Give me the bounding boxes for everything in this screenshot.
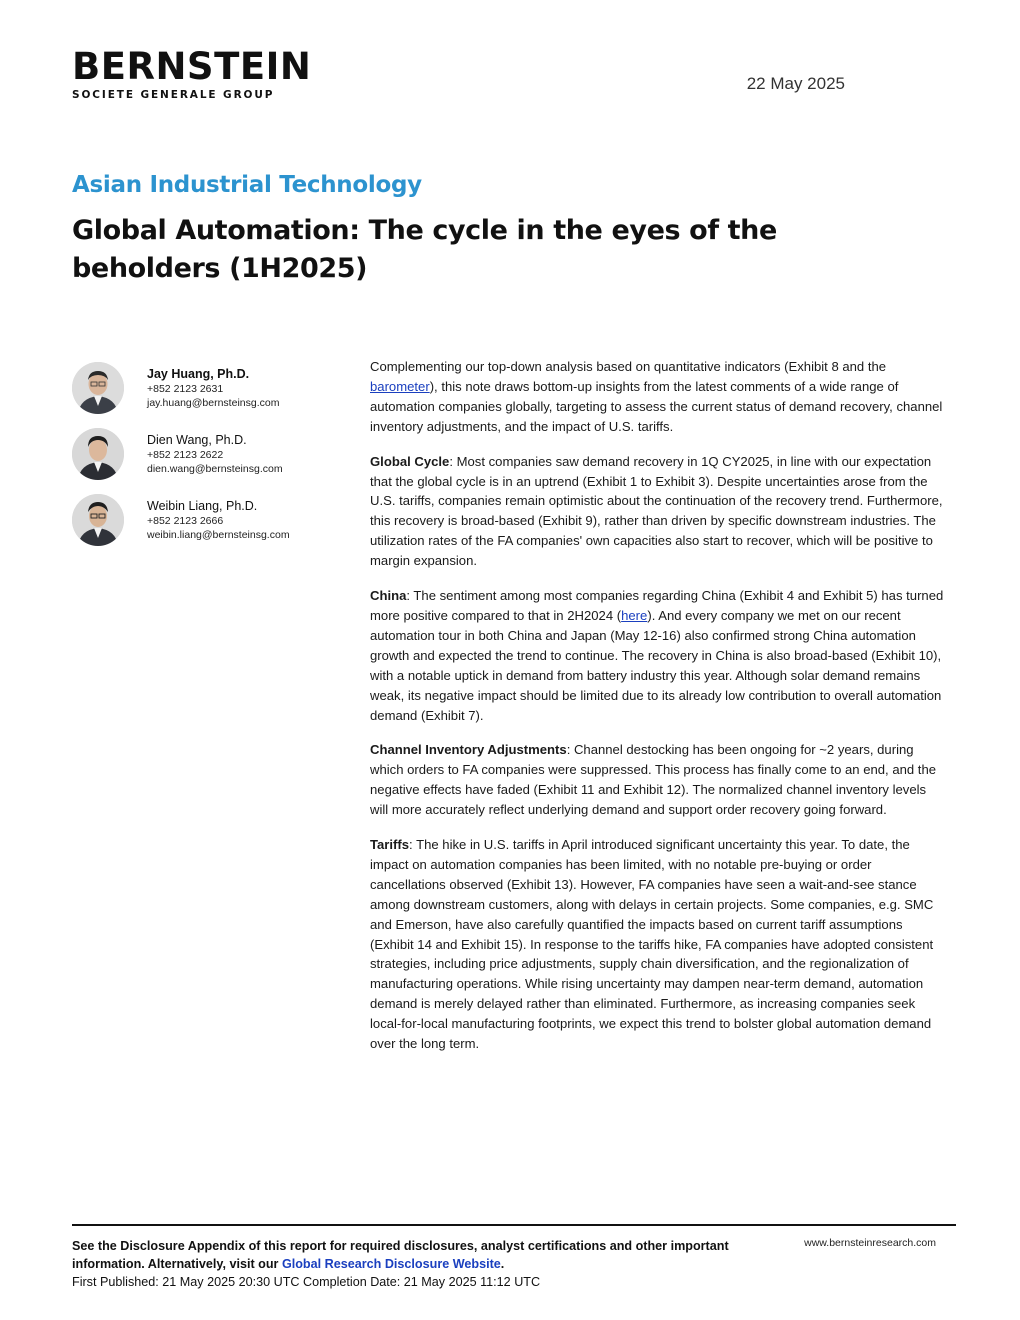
intro-paragraph: Complementing our top-down analysis based on quantitative indicators (Exhibit 8 and the barometer), this note draws bottom-up insights from the latest comments of a wide range of automation companies globally, targeting to assess the current status of demand recovery, channel inventory adjustments, and the impact of U.S. tariffs. <box>370 359 943 434</box>
analyst-name: Weibin Liang, Ph.D. <box>147 499 258 513</box>
analyst-phone: +852 2123 2631 <box>147 383 224 395</box>
publication-dates: First Published: 21 May 2025 20:30 UTC Completion Date: 21 May 2025 11:12 UTC <box>72 1275 541 1289</box>
global-cycle-paragraph: Global Cycle: Most companies saw demand recovery in 1Q CY2025, in line with our expectation that the global cycle is in an uptrend (Exhibit 1 to Exhibit 3). Despite uncertainties arose from the U.S. tariffs, companies remain optimistic about the continuation of the recovery trend. Furthermore, this recovery is broad-based (Exhibit 9), rather than driven by specific downstream industries. The utilization rates of the FA companies' own capacities also start to recover, which will be positive to margin expansion. <box>370 453 943 569</box>
here-link[interactable]: here <box>621 607 648 623</box>
tariffs-paragraph: Tariffs: The hike in U.S. tariffs in April introduced significant uncertainty this year. To date, the impact on automation companies has been limited, with no notable pre-buying or order cancellations observed (Exhibit 13). However, FA companies have seen a wait-and-see stance among downstream customers, along with delays in certain projects. Some companies, e.g. SMC and Emerson, have also carefully quantified the impacts based on current tariff assumptions (Exhibit 14 and Exhibit 15). In response to the tariffs hike, FA companies have adopted consistent strategies, including price adjustments, supply chain diversification, and the regionalization of manufacturing operations. While rising uncertainty may dampen near-term demand, automation demand is merely delayed rather than eliminated. Furthermore, as increasing companies seek local-for-local manufacturing footprints, we expect this trend to bolster global automation demand over the long term. <box>370 837 934 1052</box>
footer-divider <box>72 1224 956 1226</box>
analyst-card <box>72 492 352 558</box>
disclosure-text: See the Disclosure Appendix of this report for required disclosures, analyst certifications and other important information. Alternatively, visit our Global Research Disclosure Website. <box>72 1239 729 1271</box>
analyst-phone: +852 2123 2666 <box>147 515 224 527</box>
section-label: Global Cycle <box>370 453 450 469</box>
footer-disclosure <box>72 1237 772 1291</box>
report-date: 22 May 2025 <box>746 74 845 93</box>
avatar <box>72 362 124 414</box>
logo-subtitle: SOCIETE GENERALE GROUP <box>72 89 275 101</box>
analyst-card <box>72 360 352 426</box>
analyst-name: Dien Wang, Ph.D. <box>147 433 247 447</box>
barometer-link[interactable]: barometer <box>370 378 430 394</box>
analyst-email[interactable]: jay.huang@bernsteinsg.com <box>147 397 280 409</box>
report-body <box>370 357 945 1069</box>
disclosure-website-link[interactable]: Global Research Disclosure Website <box>281 1257 501 1271</box>
analyst-name: Jay Huang, Ph.D. <box>147 367 250 381</box>
website-url[interactable]: www.bernsteinresearch.com <box>804 1237 936 1249</box>
sector-heading: Asian Industrial Technology <box>72 172 422 198</box>
logo-wordmark: BERNSTEIN <box>72 45 312 88</box>
section-label: Tariffs <box>370 837 410 853</box>
report-title: Global Automation: The cycle in the eyes of the beholders (1H2025) <box>72 215 777 284</box>
analyst-list <box>72 360 352 558</box>
bernstein-logo <box>72 45 312 101</box>
channel-inventory-paragraph: Channel Inventory Adjustments: Channel destocking has been ongoing for ~2 years, during which orders to FA companies were suppressed. This process has finally come to an end, and the negative effects have faded (Exhibit 11 and Exhibit 12). The normalized channel inventory levels will more accurately reflect underlying demand and support order recovery going forward. <box>370 742 937 818</box>
avatar <box>72 494 124 546</box>
china-paragraph: China: The sentiment among most companies regarding China (Exhibit 4 and Exhibit 5) has turned more positive compared to that in 2H2024 (here). And every company we met on our recent automation tour in both China and Japan (May 12-16) also confirmed strong China automation growth and expected the trend to continue. The recovery in China is also broad-based (Exhibit 10), with a notable uptick in demand from battery industry this year. Although solar demand remains weak, its negative impact should be limited due to its already low contribution to overall automation demand (Exhibit 7). <box>370 588 944 723</box>
section-label: China <box>370 588 407 604</box>
avatar <box>72 428 124 480</box>
analyst-phone: +852 2123 2622 <box>147 449 224 461</box>
analyst-card <box>72 426 352 492</box>
section-label: Channel Inventory Adjustments <box>370 742 567 758</box>
analyst-email[interactable]: weibin.liang@bernsteinsg.com <box>147 529 290 541</box>
analyst-email[interactable]: dien.wang@bernsteinsg.com <box>147 463 283 475</box>
